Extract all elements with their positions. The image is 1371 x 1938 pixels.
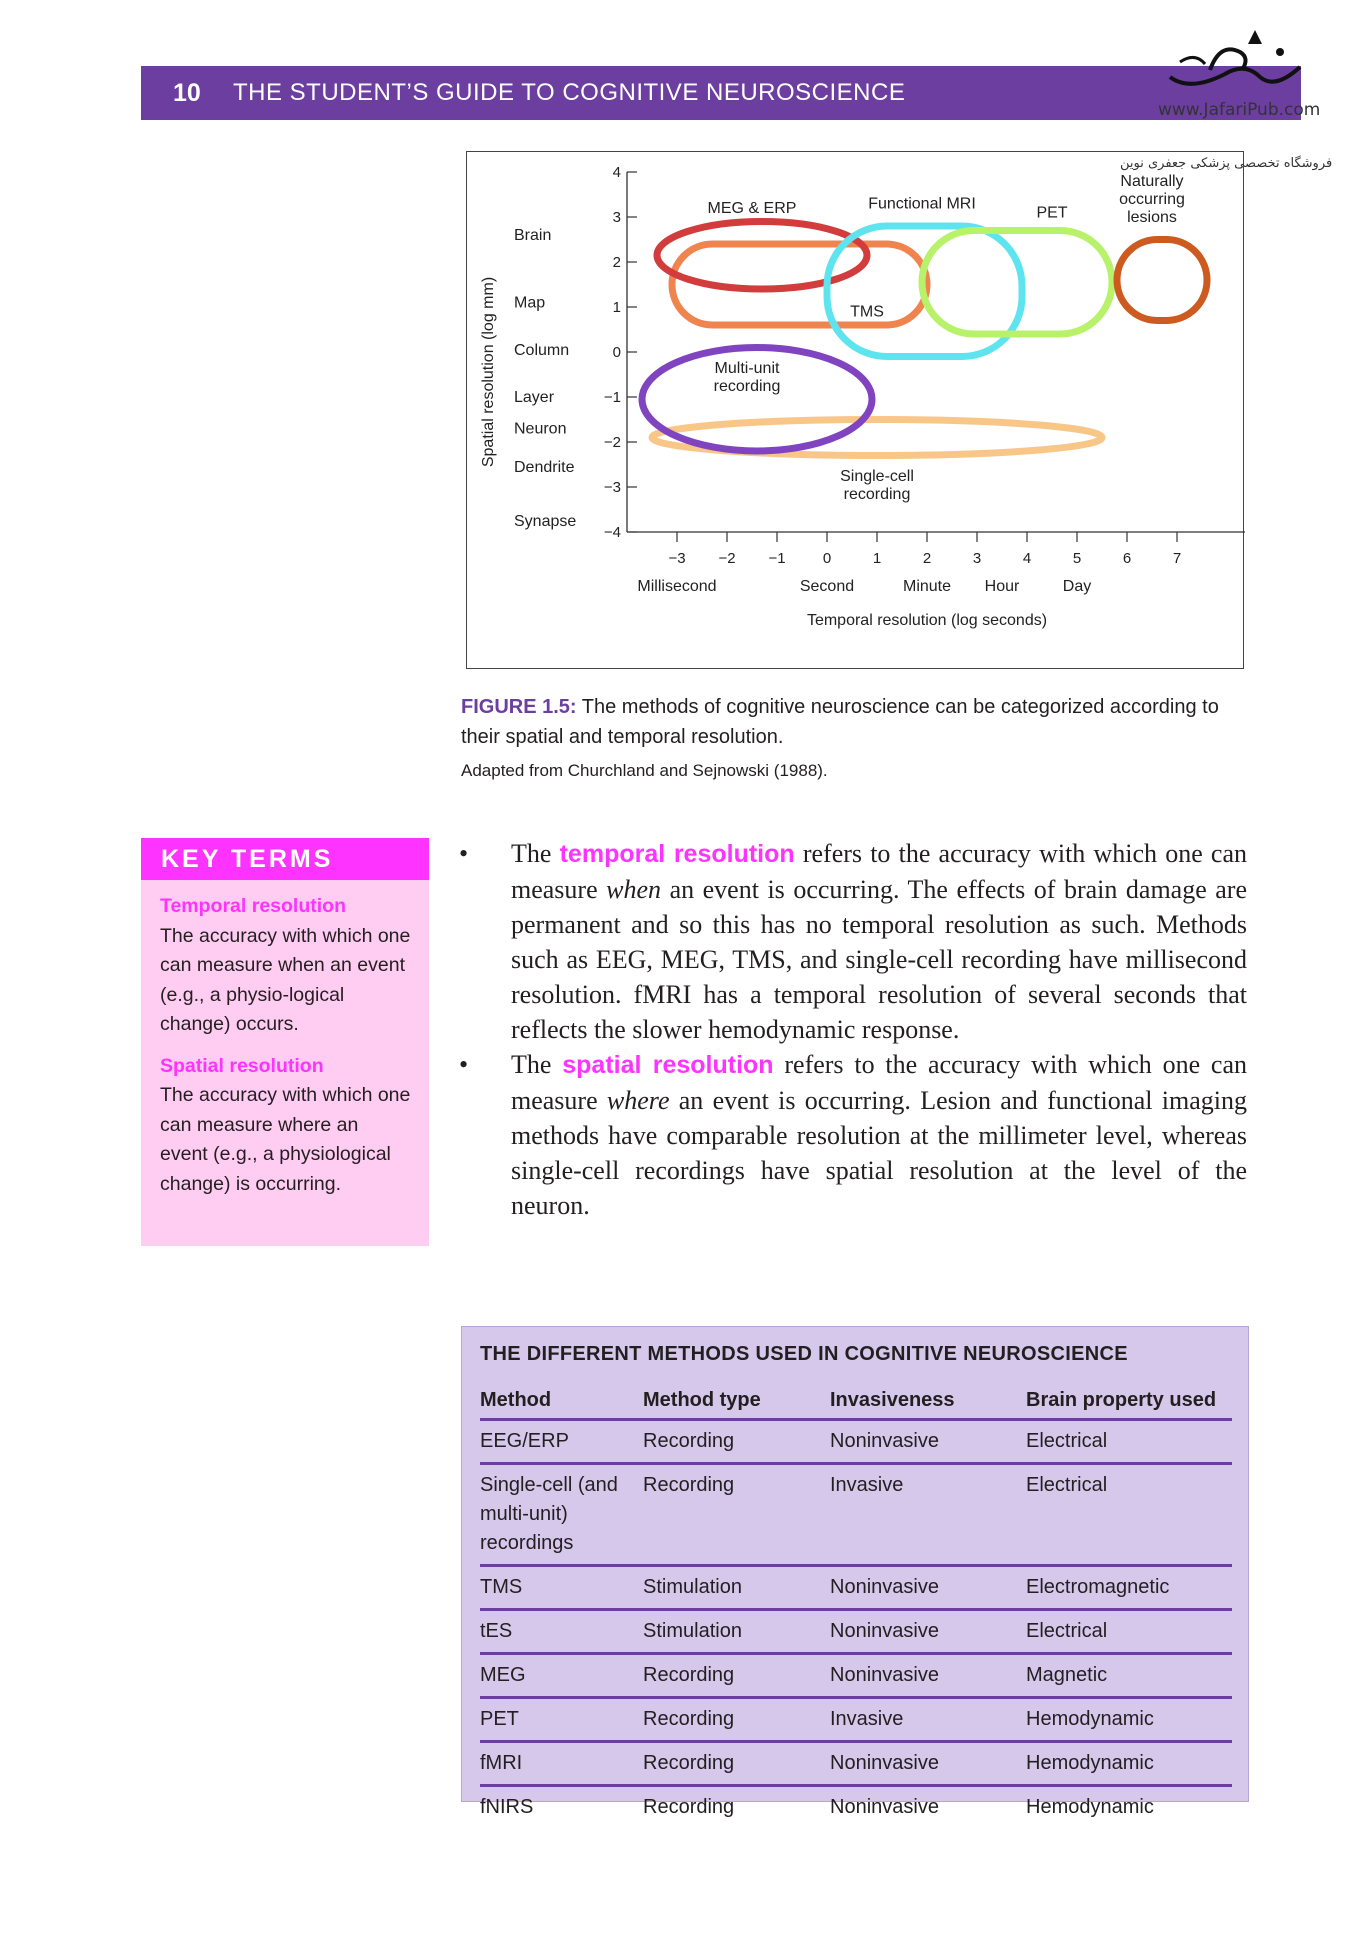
x-category-label: Minute xyxy=(902,578,952,595)
table-row xyxy=(480,1654,1232,1698)
region-label: occurring xyxy=(1119,191,1185,208)
table-cell: Hemodynamic xyxy=(1026,1742,1232,1786)
bullet-paragraph xyxy=(455,836,1247,1047)
text-run: The xyxy=(511,839,560,868)
table-cell: tES xyxy=(480,1610,643,1654)
methods-table xyxy=(480,1383,1232,1828)
figure-caption xyxy=(461,692,1261,784)
y-tick-label: 0 xyxy=(612,344,621,361)
text-run: refers to the accuracy with which one can measure xyxy=(511,839,1247,904)
table-row xyxy=(480,1464,1232,1566)
x-tick-label: −1 xyxy=(768,550,786,567)
table-cell: Recording xyxy=(643,1796,735,1818)
watermark-store: فروشگاه تخصصی پزشکی جعفری نوین xyxy=(1120,156,1333,171)
table-row xyxy=(480,1566,1232,1610)
table-cell: Electromagnetic xyxy=(1026,1566,1232,1610)
publisher-watermark xyxy=(1120,22,1333,171)
methods-table-box xyxy=(461,1326,1249,1818)
table-row xyxy=(480,1742,1232,1786)
x-tick-label: 5 xyxy=(1072,550,1082,567)
region-label: TMS xyxy=(850,303,884,321)
x-tick-label: 0 xyxy=(822,550,832,567)
y-category-label: Layer xyxy=(514,389,555,406)
y-tick-label: 4 xyxy=(612,164,621,181)
region-label: Naturally xyxy=(1120,173,1184,190)
table-cell: Recording xyxy=(643,1464,830,1566)
table-cell: Hemodynamic xyxy=(1026,1698,1232,1742)
caption-text: The methods of cognitive neuroscience can be categorized according to their spatial and temporal resolution. xyxy=(461,696,1219,748)
x-tick-label: 7 xyxy=(1172,550,1182,567)
y-category-label: Column xyxy=(514,341,570,359)
figure-1-5 xyxy=(466,151,1244,669)
text-run: an event is occurring. The effects of brain damage are permanent and so this has no temporal resolution as such. Methods such as EEG, MEG, TMS, and single-cell recording have millisecond resolution. fMRI has a temporal resolution of several seconds that reflects the slower hemodynamic response. xyxy=(511,875,1248,1044)
table-cell: fNIRS xyxy=(480,1796,534,1818)
key-term-definition: The accuracy with which one can measure where an event (e.g., a physiological change) is occurring. xyxy=(160,1084,411,1195)
table-cell: Recording xyxy=(643,1654,830,1698)
figure-label: FIGURE 1.5: xyxy=(461,696,577,718)
column-header: Method xyxy=(480,1383,643,1420)
body-text xyxy=(455,836,1247,1223)
region-label: MEG & ERP xyxy=(707,200,797,217)
table-cell: Magnetic xyxy=(1026,1654,1232,1698)
table-cell: Electrical xyxy=(1026,1420,1232,1464)
key-terms-box xyxy=(141,838,429,1246)
region-label: Multi-unit xyxy=(714,359,780,377)
resolution-chart xyxy=(467,152,1245,670)
region-label: lesions xyxy=(1127,209,1177,226)
table-cell: Invasive xyxy=(830,1698,1026,1742)
y-tick-label: 1 xyxy=(612,299,621,316)
region-label: PET xyxy=(1036,204,1068,222)
table-cell: Stimulation xyxy=(643,1566,830,1610)
x-category-label: Millisecond xyxy=(637,578,717,595)
x-tick-label: 3 xyxy=(972,550,982,567)
table-cell: Electrical xyxy=(1026,1610,1232,1654)
x-category-label: Second xyxy=(799,578,855,595)
table-header-row xyxy=(480,1383,1232,1420)
table-row xyxy=(480,1698,1232,1742)
emphasis: when xyxy=(606,875,662,904)
table-cell: TMS xyxy=(480,1566,643,1610)
table-cell: Noninvasive xyxy=(830,1742,1026,1786)
column-header: Method type xyxy=(643,1383,830,1420)
y-category-label: Map xyxy=(514,294,546,312)
region-label: Functional MRI xyxy=(868,195,976,213)
y-category-label: Dendrite xyxy=(514,458,575,476)
table-cell: MEG xyxy=(480,1654,643,1698)
table-cell: Noninvasive xyxy=(830,1610,1026,1654)
highlight-term: spatial resolution xyxy=(562,1051,774,1079)
x-tick-label: −2 xyxy=(718,550,736,567)
y-category-label: Brain xyxy=(514,227,552,244)
bullet-icon: • xyxy=(459,839,469,868)
table-cell: fMRI xyxy=(480,1742,643,1786)
y-tick-label: 2 xyxy=(612,254,621,271)
column-header: Brain property used xyxy=(1026,1383,1232,1420)
table-cell: Invasive xyxy=(830,1464,1026,1566)
x-tick-label: 1 xyxy=(872,550,882,567)
text-run: an event is occurring. Lesion and functional imaging methods have comparable resolution at the millimeter level, whereas single-cell recordings have spatial resolution at the level of the neuron. xyxy=(511,1086,1247,1220)
y-tick-label: −2 xyxy=(603,434,621,451)
x-tick-label: 2 xyxy=(922,550,932,567)
calligraphy-logo-icon xyxy=(1150,22,1320,102)
text-run: refers to the accuracy with which one can measure xyxy=(511,1050,1248,1115)
emphasis: where xyxy=(606,1086,670,1115)
x-tick-label: −3 xyxy=(668,550,686,567)
y-tick-label: −4 xyxy=(603,524,621,541)
table-cell: PET xyxy=(480,1698,643,1742)
x-category-label: Day xyxy=(1062,578,1092,595)
table-row xyxy=(480,1610,1232,1654)
y-category-label: Synapse xyxy=(514,512,577,530)
watermark-site: www.JafariPub.com xyxy=(1158,100,1321,120)
methods-table-title: THE DIFFERENT METHODS USED IN COGNITIVE NEUROSCIENCE xyxy=(480,1343,1128,1365)
y-tick-label: 3 xyxy=(612,209,621,226)
region-naturally-occurring-lesions xyxy=(1117,240,1207,321)
text-run: The xyxy=(511,1050,563,1079)
y-category-label: Neuron xyxy=(514,420,567,438)
key-terms-heading: KEY TERMS xyxy=(141,838,429,880)
table-cell: Recording xyxy=(643,1420,830,1464)
page-number: 10 xyxy=(173,78,201,107)
book-title: THE STUDENT’S GUIDE TO COGNITIVE NEUROSCIENCE xyxy=(233,79,906,106)
running-header xyxy=(141,66,1301,120)
table-row xyxy=(480,1420,1232,1464)
highlight-term: temporal resolution xyxy=(559,840,795,868)
key-term-title: Temporal resolution xyxy=(160,895,346,917)
table-cell: Stimulation xyxy=(643,1610,830,1654)
table-cell: Noninvasive xyxy=(830,1796,939,1818)
table-cell: Electrical xyxy=(1026,1464,1232,1566)
table-cell: Recording xyxy=(643,1698,830,1742)
bullet-paragraph xyxy=(455,1047,1247,1223)
y-tick-label: −1 xyxy=(603,389,621,406)
table-cell: Single-cell (and multi-unit) recordings xyxy=(480,1464,643,1566)
y-axis-title: Spatial resolution (log mm) xyxy=(480,276,497,468)
x-axis-title: Temporal resolution (log seconds) xyxy=(806,612,1048,629)
table-cell: EEG/ERP xyxy=(480,1420,643,1464)
table-cell: Noninvasive xyxy=(830,1420,1026,1464)
x-tick-label: 6 xyxy=(1122,550,1132,567)
x-tick-label: 4 xyxy=(1022,550,1032,567)
table-cell: Recording xyxy=(643,1742,830,1786)
table-cell: Hemodynamic xyxy=(1026,1796,1154,1818)
key-term-title: Spatial resolution xyxy=(160,1054,324,1077)
key-term-definition: The accuracy with which one can measure when an event (e.g., a physio-logical change) occurs. xyxy=(160,924,411,1035)
region-label: recording xyxy=(843,485,911,503)
table-row xyxy=(480,1786,1232,1829)
region-label: Single-cell xyxy=(840,467,914,485)
table-cell: Noninvasive xyxy=(830,1654,1026,1698)
column-header: Invasiveness xyxy=(830,1383,1026,1420)
table-cell: Noninvasive xyxy=(830,1566,1026,1610)
region-label: recording xyxy=(713,377,781,395)
y-tick-label: −3 xyxy=(603,479,621,496)
bullet-icon: • xyxy=(459,1050,469,1079)
figure-credit: Adapted from Churchland and Sejnowski (1988). xyxy=(461,761,828,780)
x-category-label: Hour xyxy=(984,578,1020,595)
